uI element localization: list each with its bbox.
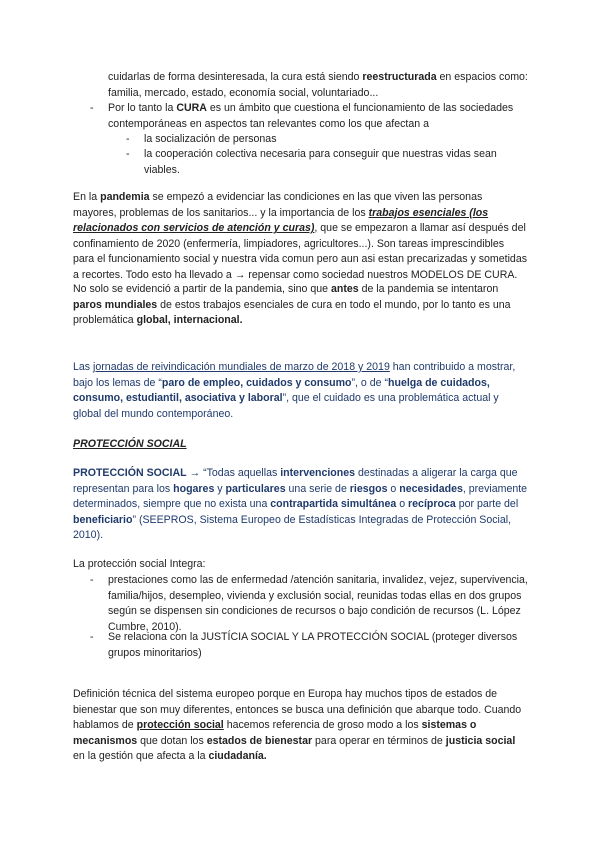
bold-text: antes — [330, 283, 359, 295]
arrow-icon: → — [234, 268, 246, 281]
text: ”, o de “ — [351, 376, 388, 389]
bold-text: paro de empleo, cuidados y consumo — [161, 376, 352, 389]
paragraph-jornadas — [73, 360, 528, 422]
list-dash: - — [126, 148, 130, 160]
bold-text: particulares — [225, 482, 286, 495]
text: , que se empezaron a llamar así después del confinamiento de 2020 (enfermería, limpiadores, agricultores...). Son tareas imprescindibles para el funcionamiento social y nuestra vida comun pero aun asi estan precarizadas y sometidas a recortes. Todo esto ha llevado a — [73, 222, 528, 281]
list-dash: - — [90, 574, 94, 586]
text: o — [396, 498, 409, 511]
bold-text: CURA — [176, 102, 207, 114]
list-item-cura — [108, 101, 528, 132]
underlined-bold-text: protección social — [136, 719, 224, 732]
text: , previamente determinados, siempre que no exista una — [73, 482, 528, 511]
bold-text: global, internacional. — [136, 314, 243, 327]
text: se empezó a evidenciar las condiciones en las que viven las personas mayores, problemas de los sanitarios... y la importancia de los — [73, 191, 483, 219]
text: para operar en términos de — [312, 734, 446, 747]
paragraph-integra: La protección social Integra: — [73, 558, 206, 570]
bold-text: paros mundiales — [73, 298, 158, 311]
bold-text: justicia social — [445, 734, 516, 747]
text: “Todas aquellas — [200, 467, 281, 479]
list-dash: - — [126, 133, 130, 145]
text: repensar como sociedad nuestros MODELOS DE CURA. — [245, 268, 518, 281]
sublist-item-cooperacion: la cooperación colectiva necesaria para conseguir que nuestras vidas sean viables. — [144, 148, 497, 176]
text: de la pandemia se intentaron — [358, 283, 499, 295]
text: Por lo tanto la — [108, 102, 177, 114]
bold-text: estados de bienestar — [206, 734, 313, 747]
text: No solo se evidenció a partir de la pandemia, sino que — [73, 283, 331, 295]
paragraph-definicion-tecnica — [73, 687, 528, 765]
text: una serie de — [285, 482, 350, 495]
bold-text: PROTECCIÓN SOCIAL — [73, 467, 187, 479]
list-dash: - — [90, 102, 94, 114]
paragraph-pandemia — [73, 190, 528, 284]
bold-text: intervenciones — [280, 467, 356, 479]
bold-text: riesgos — [349, 482, 388, 495]
list-item-prestaciones: prestaciones como las de enfermedad /atención sanitaria, invalidez, vejez, supervivencia, familia/hijos, desempleo, vivienda y exclusión social, reunidas todas ellas en dos grupos según se dispensen sin condiciones de recursos o bajo condición de recursos (L. López Cumbre, 2010). — [108, 574, 528, 633]
text: y — [214, 482, 226, 495]
text: han contribuido a mostrar, bajo los lemas de “ — [73, 361, 516, 389]
text: o — [387, 482, 400, 495]
text: ” (SEEPROS, Sistema Europeo de Estadísticas Integradas de Protección Social, 2010). — [73, 513, 512, 542]
bold-text: beneficiario — [73, 513, 133, 526]
arrow-icon: → — [189, 467, 201, 479]
text: ”, que el cuidado es una problemática actual y global del mundo contemporáneo. — [73, 392, 499, 420]
bold-text: ciudadanía. — [208, 750, 267, 763]
bold-text: hogares — [173, 482, 215, 495]
sublist-item-socializacion: la socialización de personas — [144, 133, 277, 145]
text: en espacios como: familia, mercado, estado, economía social, voluntariado... — [108, 71, 528, 99]
bold-text: necesidades — [399, 482, 463, 495]
text: es un ámbito que cuestiona el funcionamiento de las sociedades contemporáneas en aspectos tan relevantes como los que afectan a — [108, 102, 514, 130]
text: de estos trabajos esenciales de cura en todo el mundo, por lo tanto es una problemática — [73, 298, 511, 327]
text: que dotan los — [137, 734, 207, 747]
section-heading: PROTECCIÓN SOCIAL — [73, 438, 187, 450]
underlined-term: trabajos esenciales (los relacionados con servicios de atención y curas) — [73, 206, 489, 235]
text: en la gestión que afecta a la — [73, 750, 209, 763]
bold-text: sistemas o mecanismos — [73, 719, 477, 747]
text: Definición técnica del sistema europeo porque en Europa hay muchos tipos de estados de bienestar que son muy diferentes, entonces se busca una definición que abarque todo. Cuando hablamos de — [73, 688, 522, 732]
paragraph-definicion — [73, 466, 528, 544]
list-item-justicia: Se relaciona con la JUSTÍCIA SOCIAL Y LA PROTECCIÓN SOCIAL (proteger diversos grupos minoritarios) — [108, 631, 518, 659]
text: destinadas a aligerar la carga que representan para los — [73, 467, 518, 495]
list-dash: - — [90, 631, 94, 643]
text: Las — [73, 361, 94, 373]
paragraph-paros — [73, 282, 528, 329]
text: En la — [73, 191, 101, 203]
text: cuidarlas de forma desinteresada, la cura está siendo — [108, 71, 363, 83]
bold-text: recíproca — [408, 498, 456, 511]
bold-text: contrapartida simultánea — [270, 498, 397, 511]
text: por parte del — [455, 498, 519, 511]
bold-text: pandemia — [100, 191, 150, 203]
bold-text: huelga de cuidados, consumo, estudiantil, asociativa y laboral — [73, 376, 490, 405]
text: hacemos referencia de groso modo a los — [223, 719, 422, 732]
bold-text: reestructurada — [362, 71, 437, 83]
list-item-continuation — [108, 70, 528, 101]
underlined-link-text: jornadas de reivindicación mundiales de marzo de 2018 y 2019 — [93, 361, 390, 373]
